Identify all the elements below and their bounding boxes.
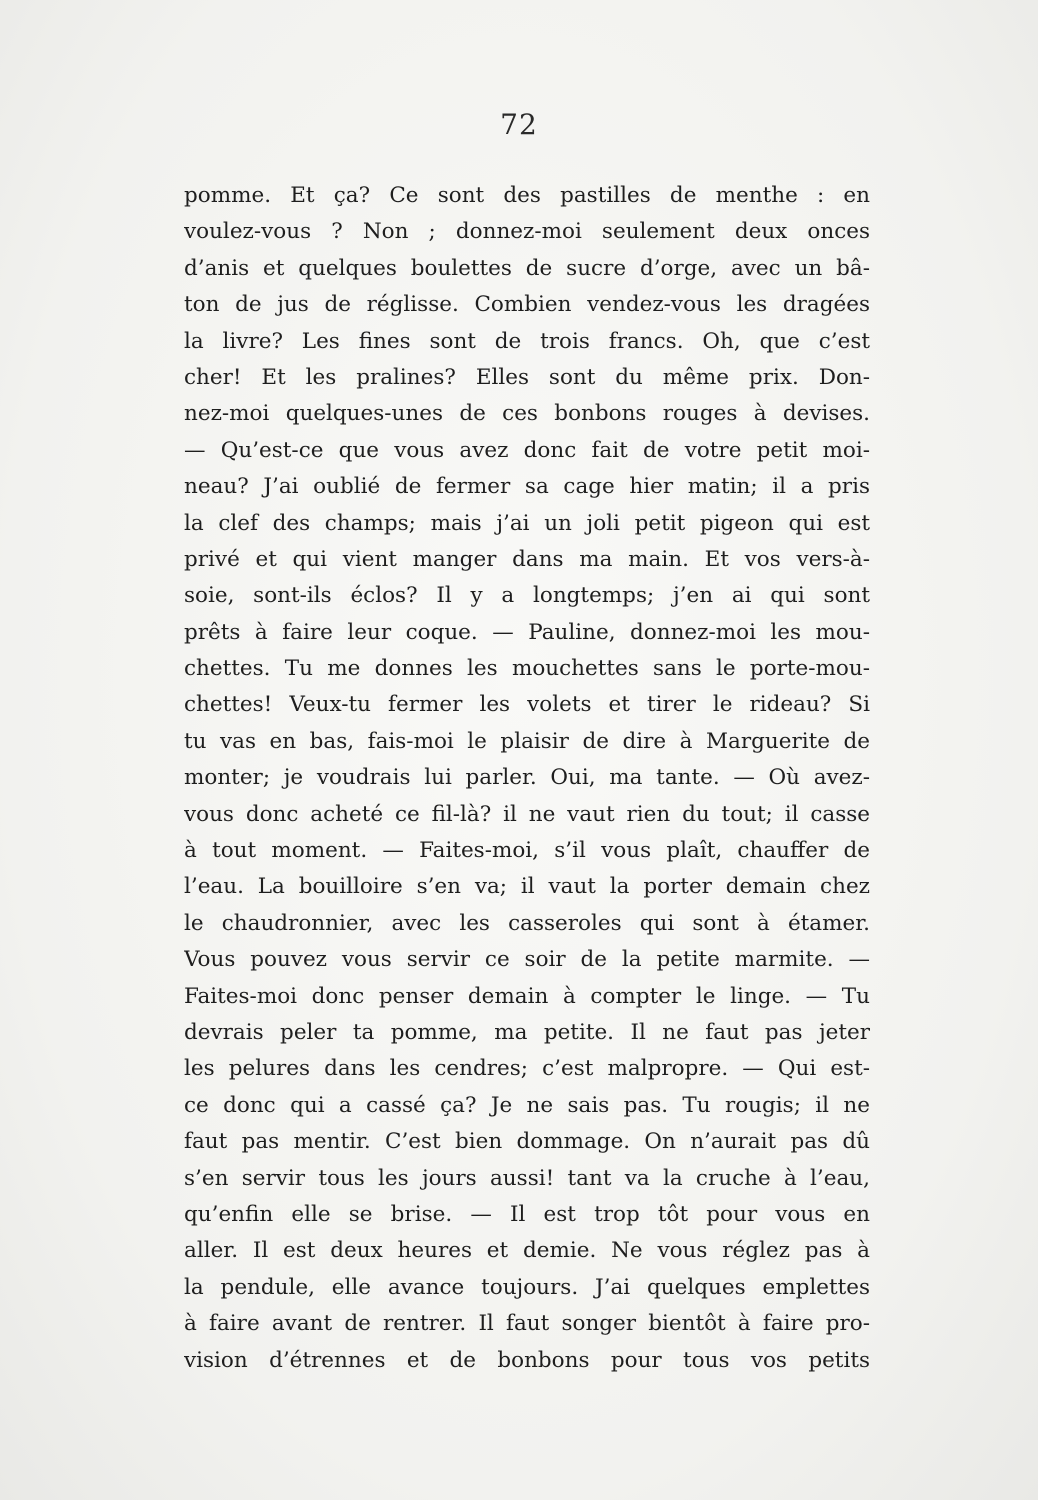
text-line: d’anis et quelques boulettes de sucre d’orge, avec un bâ- bbox=[184, 255, 870, 281]
text-line: chettes! Veux-tu fermer les volets et tirer le rideau? Si bbox=[184, 692, 870, 718]
text-line: l’eau. La bouilloire s’en va; il vaut la porter demain chez bbox=[184, 874, 870, 900]
text-line: à faire avant de rentrer. Il faut songer bientôt à faire pro- bbox=[184, 1311, 870, 1337]
text-line: prêts à faire leur coque. — Pauline, donnez-moi les mou- bbox=[184, 619, 870, 645]
text-line: ce donc qui a cassé ça? Je ne sais pas. Tu rougis; il ne bbox=[184, 1092, 870, 1118]
text-line: vision d’étrennes et de bonbons pour tous vos petits bbox=[184, 1347, 870, 1373]
body-text bbox=[184, 178, 870, 1379]
text-line: — Qu’est-ce que vous avez donc fait de votre petit moi- bbox=[184, 437, 870, 463]
text-line: ton de jus de réglisse. Combien vendez-vous les dragées bbox=[184, 292, 870, 318]
text-line: qu’enfin elle se brise. — Il est trop tôt pour vous en bbox=[184, 1201, 870, 1227]
text-line: s’en servir tous les jours aussi! tant va la cruche à l’eau, bbox=[184, 1165, 870, 1191]
text-line: pomme. Et ça? Ce sont des pastilles de menthe : en bbox=[184, 183, 870, 208]
text-line: privé et qui vient manger dans ma main. Et vos vers-à- bbox=[184, 546, 870, 572]
text-line: nez-moi quelques-unes de ces bonbons rouges à devises. bbox=[184, 401, 870, 427]
text-line: Faites-moi donc penser demain à compter le linge. — Tu bbox=[184, 983, 870, 1009]
text-line: cher! Et les pralines? Elles sont du même prix. Don- bbox=[184, 364, 870, 390]
text-line: voulez-vous ? Non ; donnez-moi seulement deux onces bbox=[184, 219, 870, 245]
text-line: les pelures dans les cendres; c’est malpropre. — Qui est- bbox=[184, 1056, 870, 1082]
text-line: neau? J’ai oublié de fermer sa cage hier matin; il a pris bbox=[184, 474, 870, 500]
page-number: 72 bbox=[500, 108, 538, 141]
text-line: la clef des champs; mais j’ai un joli petit pigeon qui est bbox=[184, 510, 870, 536]
text-line: aller. Il est deux heures et demie. Ne vous réglez pas à bbox=[184, 1238, 870, 1264]
text-line: soie, sont-ils éclos? Il y a longtemps; j’en ai qui sont bbox=[184, 583, 870, 609]
text-line: monter; je voudrais lui parler. Oui, ma tante. — Où avez- bbox=[184, 765, 870, 791]
text-line: la livre? Les fines sont de trois francs. Oh, que c’est bbox=[184, 328, 870, 354]
text-line: le chaudronnier, avec les casseroles qui sont à étamer. bbox=[184, 910, 870, 936]
text-line: devrais peler ta pomme, ma petite. Il ne faut pas jeter bbox=[184, 1019, 870, 1045]
text-line: faut pas mentir. C’est bien dommage. On n’aurait pas dû bbox=[184, 1129, 870, 1155]
text-line: la pendule, elle avance toujours. J’ai quelques emplettes bbox=[184, 1274, 870, 1300]
text-line: à tout moment. — Faites-moi, s’il vous plaît, chauffer de bbox=[184, 838, 870, 864]
text-line: tu vas en bas, fais-moi le plaisir de dire à Marguerite de bbox=[184, 728, 870, 754]
text-line: vous donc acheté ce fil-là? il ne vaut rien du tout; il casse bbox=[184, 801, 870, 827]
text-line: chettes. Tu me donnes les mouchettes sans le porte-mou- bbox=[184, 656, 870, 682]
text-line: Vous pouvez vous servir ce soir de la petite marmite. — bbox=[184, 947, 870, 973]
